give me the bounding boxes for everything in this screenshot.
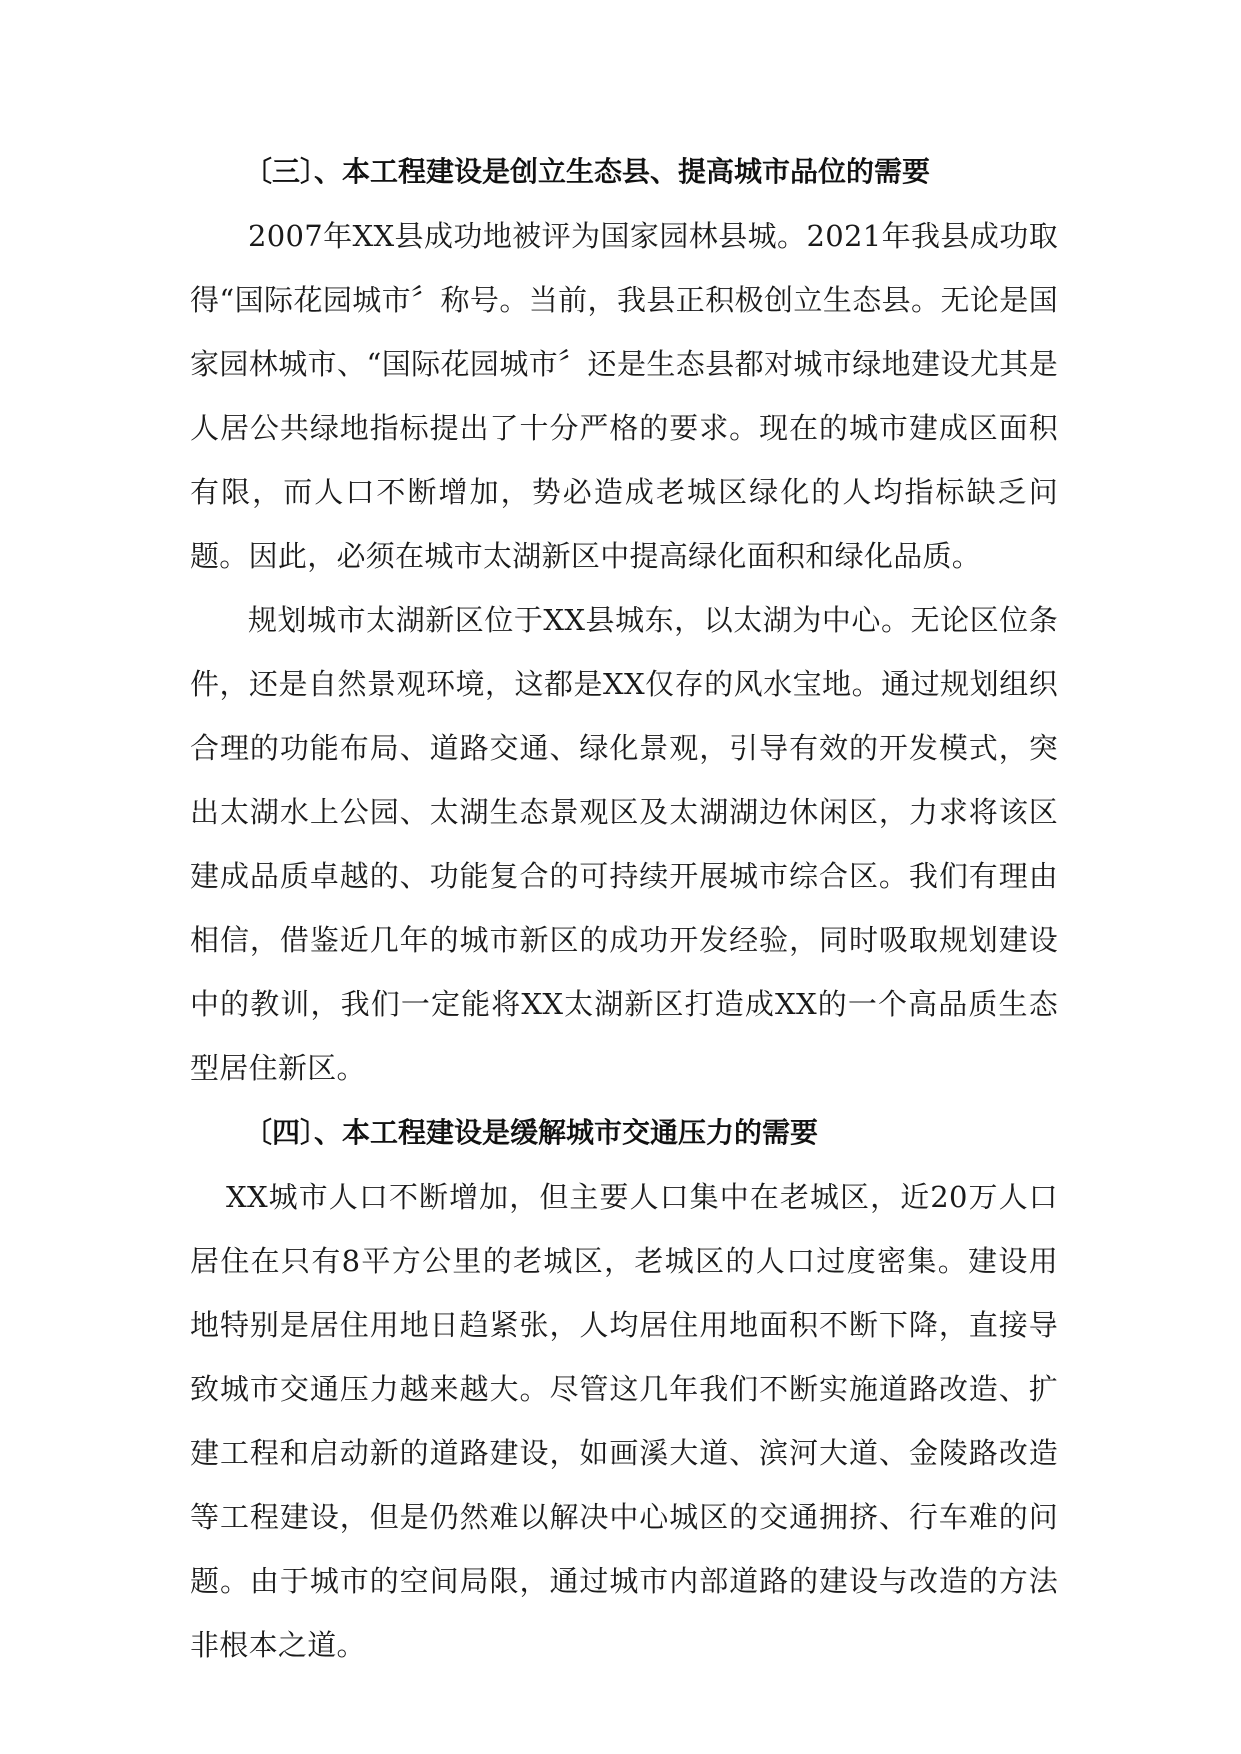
section-3-paragraph-1: 2007年XX县成功地被评为国家园林县城。2021年我县成功取得“国际花园城市〞称号。当前，我县正积极创立生态县。无论是国家园林城市、“国际花园城市〞还是生态县都对城市绿地建设尤其是人居公共绿地指标提出了十分严格的要求。现在的城市建成区面积有限，而人口不断增加，势必造成老城区绿化的人均指标缺乏问题。因此，必须在城市太湖新区中提高绿化面积和绿化品质。	[190, 219, 1058, 573]
section-4-paragraph-1: XX城市人口不断增加，但主要人口集中在老城区，近20万人口居住在只有8平方公里的老城区，老城区的人口过度密集。建设用地特别是居住用地日趋紧张，人均居住用地面积不断下降，直接导致城市交通压力越来越大。尽管这几年我们不断实施道路改造、扩建工程和启动新的道路建设，如画溪大道、滨河大道、金陵路改造等工程建设，但是仍然难以解决中心城区的交通拥挤、行车难的问题。由于城市的空间局限，通过城市内部道路的建设与改造的方法非根本之道。	[190, 1180, 1058, 1662]
section-3-heading: 〔三〕、本工程建设是创立生态县、提高城市品位的需要	[244, 155, 931, 188]
section-3-paragraph-2: 规划城市太湖新区位于XX县城东，以太湖为中心。无论区位条件，还是自然景观环境，这都是XX仅存的风水宝地。通过规划组织合理的功能布局、道路交通、绿化景观，引导有效的开发模式，突出太湖水上公园、太湖生态景观区及太湖湖边休闲区，力求将该区建成品质卓越的、功能复合的可持续开展城市综合区。我们有理由相信，借鉴近几年的城市新区的成功开发经验，同时吸取规划建设中的教训，我们一定能将XX太湖新区打造成XX的一个高品质生态型居住新区。	[190, 603, 1058, 1085]
section-4-heading: 〔四〕、本工程建设是缓解城市交通压力的需要	[244, 1116, 819, 1149]
